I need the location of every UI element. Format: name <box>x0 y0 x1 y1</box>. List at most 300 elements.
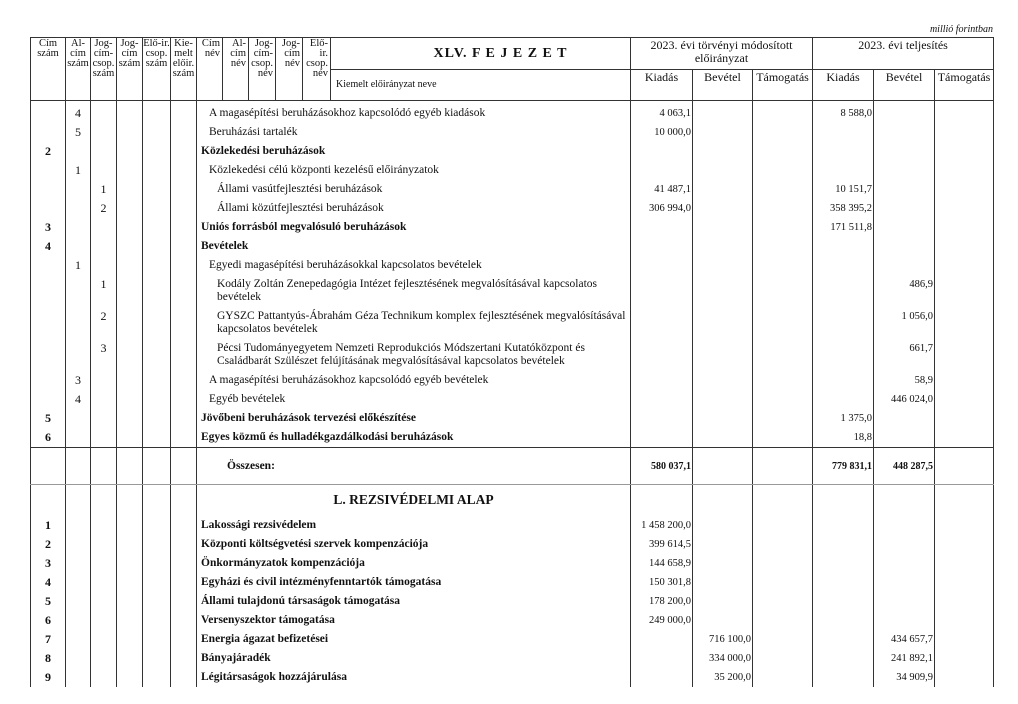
amount-cell <box>753 123 813 142</box>
code-alcim <box>66 573 91 592</box>
code-jcs <box>91 516 117 535</box>
code-empty <box>171 516 197 535</box>
code-alcim <box>66 592 91 611</box>
code-empty <box>171 275 197 307</box>
code-empty <box>171 256 197 275</box>
table-row <box>31 275 994 307</box>
amount-cell <box>753 428 813 448</box>
code-jcs <box>91 668 117 687</box>
code-empty <box>171 307 197 339</box>
code-alcim: 3 <box>66 371 91 390</box>
code-empty <box>171 390 197 409</box>
amount-cell <box>693 428 753 448</box>
amount-cell <box>753 161 813 180</box>
amount-cell <box>631 218 693 237</box>
amount-cell <box>935 199 994 218</box>
amount-cell <box>631 428 693 448</box>
amount-cell: 8 588,0 <box>813 101 874 124</box>
code-empty <box>143 307 171 339</box>
item-name: Önkormányzatok kompenzációja <box>197 554 631 573</box>
code-cim <box>31 307 66 339</box>
amount-cell <box>935 237 994 256</box>
code-empty <box>143 371 171 390</box>
item-name: Egyházi és civil intézményfenntartók támogatása <box>197 573 631 592</box>
code-jcs <box>91 428 117 448</box>
item-name: Bányajáradék <box>197 649 631 668</box>
code-alcim: 4 <box>66 101 91 124</box>
amount-cell <box>753 516 813 535</box>
amount-cell <box>935 485 994 517</box>
amount-cell <box>693 237 753 256</box>
name-column-header: Kiemelt előirányzat neve <box>331 70 631 101</box>
code-jcs <box>91 592 117 611</box>
amount-cell <box>753 554 813 573</box>
subcolumn-header: Támogatás <box>935 70 994 101</box>
code-empty <box>143 101 171 124</box>
amount-cell <box>874 516 935 535</box>
code-jcs <box>91 123 117 142</box>
amount-cell <box>753 199 813 218</box>
code-jcs: 2 <box>91 199 117 218</box>
code-column-header: Al-cím szám <box>66 38 91 101</box>
code-jcs: 1 <box>91 275 117 307</box>
code-empty <box>171 409 197 428</box>
table-row <box>31 592 994 611</box>
code-alcim <box>66 554 91 573</box>
amount-cell <box>631 237 693 256</box>
amount-cell <box>935 428 994 448</box>
table-row <box>31 339 994 371</box>
code-alcim <box>66 649 91 668</box>
amount-cell <box>753 409 813 428</box>
code-jcs <box>91 535 117 554</box>
item-name: L. REZSIVÉDELMI ALAP <box>197 485 631 517</box>
amount-cell <box>631 485 693 517</box>
amount-cell: 10 000,0 <box>631 123 693 142</box>
code-empty <box>143 611 171 630</box>
amount-cell <box>631 409 693 428</box>
code-empty <box>171 237 197 256</box>
code-empty <box>171 123 197 142</box>
code-cim: 2 <box>31 535 66 554</box>
amount-cell: 144 658,9 <box>631 554 693 573</box>
amount-cell: 358 395,2 <box>813 199 874 218</box>
table-row <box>31 485 994 517</box>
code-jcs <box>91 256 117 275</box>
code-empty <box>117 180 143 199</box>
code-alcim <box>66 448 91 485</box>
code-empty <box>117 630 143 649</box>
table-row <box>31 448 994 485</box>
amount-cell <box>935 218 994 237</box>
code-empty <box>171 535 197 554</box>
amount-cell <box>874 142 935 161</box>
amount-cell <box>874 180 935 199</box>
amount-cell <box>753 180 813 199</box>
code-empty <box>171 101 197 124</box>
code-cim <box>31 448 66 485</box>
amount-cell <box>753 275 813 307</box>
code-jcs: 1 <box>91 180 117 199</box>
item-name: Központi költségvetési szervek kompenzációja <box>197 535 631 554</box>
amount-cell <box>813 592 874 611</box>
amount-cell: 580 037,1 <box>631 448 693 485</box>
amount-cell <box>935 409 994 428</box>
code-column-header: Jog-cím név <box>276 38 303 101</box>
amount-cell: 241 892,1 <box>874 649 935 668</box>
code-jcs <box>91 554 117 573</box>
amount-cell <box>631 307 693 339</box>
item-name: Állami vasútfejlesztési beruházások <box>197 180 631 199</box>
amount-cell <box>753 668 813 687</box>
code-empty <box>171 630 197 649</box>
amount-cell <box>935 256 994 275</box>
code-empty <box>143 409 171 428</box>
amount-cell <box>935 180 994 199</box>
code-empty <box>117 668 143 687</box>
code-alcim <box>66 516 91 535</box>
amount-cell <box>753 611 813 630</box>
code-empty <box>117 390 143 409</box>
code-empty <box>117 428 143 448</box>
amount-cell <box>693 101 753 124</box>
item-name: A magasépítési beruházásokhoz kapcsolódó egyéb kiadások <box>197 101 631 124</box>
code-jcs <box>91 630 117 649</box>
amount-cell <box>874 409 935 428</box>
table-row <box>31 554 994 573</box>
code-alcim <box>66 485 91 517</box>
amount-cell <box>935 535 994 554</box>
code-empty <box>143 199 171 218</box>
code-empty <box>117 611 143 630</box>
code-empty <box>143 668 171 687</box>
table-row <box>31 161 994 180</box>
code-empty <box>171 668 197 687</box>
amount-cell <box>693 390 753 409</box>
item-name: GYSZC Pattantyús-Ábrahám Géza Technikum komplex fejlesztésének megvalósításával kapcsolatos bevételek <box>197 307 631 339</box>
amount-cell <box>693 180 753 199</box>
amount-cell <box>874 199 935 218</box>
code-empty <box>171 180 197 199</box>
code-empty <box>143 142 171 161</box>
amount-cell <box>753 390 813 409</box>
code-cim <box>31 101 66 124</box>
code-alcim: 4 <box>66 390 91 409</box>
budget-table <box>30 37 994 687</box>
code-alcim <box>66 339 91 371</box>
code-cim: 4 <box>31 573 66 592</box>
amount-cell <box>693 409 753 428</box>
code-jcs <box>91 448 117 485</box>
amount-cell <box>935 123 994 142</box>
code-empty <box>143 592 171 611</box>
amount-cell <box>693 218 753 237</box>
code-alcim <box>66 611 91 630</box>
amount-cell <box>753 535 813 554</box>
table-row <box>31 256 994 275</box>
code-empty <box>117 199 143 218</box>
code-cim <box>31 371 66 390</box>
amount-cell <box>631 161 693 180</box>
code-cim: 3 <box>31 554 66 573</box>
code-empty <box>117 101 143 124</box>
amount-cell <box>813 142 874 161</box>
item-name: Egyéb bevételek <box>197 390 631 409</box>
code-column-header: Jog-cím-csop. név <box>249 38 276 101</box>
code-empty <box>171 218 197 237</box>
code-cim <box>31 339 66 371</box>
code-empty <box>117 142 143 161</box>
amount-cell <box>935 649 994 668</box>
amount-cell <box>813 611 874 630</box>
amount-cell <box>753 448 813 485</box>
amount-cell: 399 614,5 <box>631 535 693 554</box>
amount-cell <box>813 371 874 390</box>
code-empty <box>117 485 143 517</box>
code-column-header: Jog-cím-csop. szám <box>91 38 117 101</box>
amount-cell <box>693 256 753 275</box>
code-cim: 1 <box>31 516 66 535</box>
code-empty <box>143 649 171 668</box>
amount-cell: 18,8 <box>813 428 874 448</box>
code-alcim <box>66 142 91 161</box>
code-alcim <box>66 218 91 237</box>
table-header <box>31 38 994 101</box>
item-name: Jövőbeni beruházások tervezési előkészítése <box>197 409 631 428</box>
amount-cell: 716 100,0 <box>693 630 753 649</box>
amount-cell <box>813 307 874 339</box>
code-alcim <box>66 668 91 687</box>
table-row <box>31 180 994 199</box>
amount-cell <box>693 339 753 371</box>
code-cim: 6 <box>31 611 66 630</box>
amount-cell <box>753 592 813 611</box>
amount-cell: 35 200,0 <box>693 668 753 687</box>
amount-cell: 171 511,8 <box>813 218 874 237</box>
code-cim: 8 <box>31 649 66 668</box>
code-cim: 5 <box>31 409 66 428</box>
amount-cell <box>631 142 693 161</box>
code-empty <box>117 123 143 142</box>
item-name: Közlekedési beruházások <box>197 142 631 161</box>
code-column-header: Elő-ir. csop. név <box>303 38 331 101</box>
amount-cell <box>935 390 994 409</box>
amount-cell <box>935 573 994 592</box>
amount-cell <box>813 237 874 256</box>
amount-cell <box>693 371 753 390</box>
code-empty <box>143 256 171 275</box>
amount-cell: 34 909,9 <box>874 668 935 687</box>
amount-cell <box>693 611 753 630</box>
amount-cell: 661,7 <box>874 339 935 371</box>
amount-cell <box>813 256 874 275</box>
table-row <box>31 535 994 554</box>
amount-cell <box>874 123 935 142</box>
code-cim <box>31 123 66 142</box>
chapter-title: XLV. F E J E Z E T <box>331 38 631 70</box>
table-row <box>31 409 994 428</box>
amount-cell: 4 063,1 <box>631 101 693 124</box>
amount-cell <box>693 275 753 307</box>
table-row <box>31 428 994 448</box>
amount-cell <box>693 485 753 517</box>
amount-cell <box>874 592 935 611</box>
amount-cell <box>813 668 874 687</box>
amount-cell <box>935 554 994 573</box>
amount-cell <box>874 428 935 448</box>
table-row <box>31 371 994 390</box>
table-body <box>31 101 994 688</box>
code-cim <box>31 256 66 275</box>
amount-cell <box>813 649 874 668</box>
code-empty <box>117 371 143 390</box>
amount-cell <box>874 485 935 517</box>
code-jcs <box>91 390 117 409</box>
amount-cell <box>753 142 813 161</box>
amount-cell <box>813 275 874 307</box>
code-alcim: 5 <box>66 123 91 142</box>
amount-cell <box>813 390 874 409</box>
amount-cell: 1 375,0 <box>813 409 874 428</box>
code-jcs <box>91 237 117 256</box>
code-empty <box>117 535 143 554</box>
code-jcs <box>91 573 117 592</box>
amount-cell <box>935 630 994 649</box>
code-jcs <box>91 101 117 124</box>
code-empty <box>117 275 143 307</box>
code-jcs <box>91 611 117 630</box>
amount-cell <box>693 199 753 218</box>
code-jcs <box>91 142 117 161</box>
subcolumn-header: Bevétel <box>874 70 935 101</box>
amount-cell <box>631 371 693 390</box>
item-name: Lakossági rezsivédelem <box>197 516 631 535</box>
code-cim: 9 <box>31 668 66 687</box>
code-column-header: Cím név <box>197 38 223 101</box>
amount-cell <box>935 611 994 630</box>
amount-cell <box>874 535 935 554</box>
code-empty <box>171 448 197 485</box>
code-cim: 3 <box>31 218 66 237</box>
item-name: Egyes közmű és hulladékgazdálkodási beruházások <box>197 428 631 448</box>
amount-cell <box>813 630 874 649</box>
amount-cell <box>693 307 753 339</box>
code-jcs <box>91 218 117 237</box>
table-row <box>31 516 994 535</box>
code-empty <box>117 307 143 339</box>
code-jcs <box>91 409 117 428</box>
amount-cell: 434 657,7 <box>874 630 935 649</box>
item-name: Beruházási tartalék <box>197 123 631 142</box>
subcolumn-header: Kiadás <box>631 70 693 101</box>
amount-cell <box>753 573 813 592</box>
item-name: Pécsi Tudományegyetem Nemzeti Reprodukciós Módszertani Kutatóközpont és Családbarát Szülészet felújításának megvalósításával kapcsolatos bevételek <box>197 339 631 371</box>
amount-cell <box>874 218 935 237</box>
code-cim: 5 <box>31 592 66 611</box>
amount-cell <box>693 573 753 592</box>
item-name: Kodály Zoltán Zenepedagógia Intézet fejlesztésének megvalósításával kapcsolatos bevételek <box>197 275 631 307</box>
amount-cell <box>813 516 874 535</box>
table-row <box>31 649 994 668</box>
amount-cell <box>813 573 874 592</box>
code-alcim <box>66 275 91 307</box>
amount-cell <box>693 448 753 485</box>
code-empty <box>117 339 143 371</box>
table-row <box>31 199 994 218</box>
item-name: Versenyszektor támogatása <box>197 611 631 630</box>
item-name: Uniós forrásból megvalósuló beruházások <box>197 218 631 237</box>
item-name: Energia ágazat befizetései <box>197 630 631 649</box>
code-empty <box>171 485 197 517</box>
code-empty <box>117 237 143 256</box>
code-empty <box>143 218 171 237</box>
code-empty <box>143 339 171 371</box>
amount-cell: 1 056,0 <box>874 307 935 339</box>
code-alcim <box>66 199 91 218</box>
code-empty <box>171 573 197 592</box>
code-empty <box>143 516 171 535</box>
code-cim: 4 <box>31 237 66 256</box>
code-column-header: Kie-melt előir. szám <box>171 38 197 101</box>
amount-cell: 10 151,7 <box>813 180 874 199</box>
code-jcs: 3 <box>91 339 117 371</box>
amount-cell <box>753 649 813 668</box>
item-name: Állami tulajdonú társaságok támogatása <box>197 592 631 611</box>
code-empty <box>171 592 197 611</box>
item-name: Közlekedési célú központi kezelésű előirányzatok <box>197 161 631 180</box>
code-empty <box>171 428 197 448</box>
table-row <box>31 237 994 256</box>
code-empty <box>117 649 143 668</box>
code-empty <box>171 554 197 573</box>
amount-cell <box>631 275 693 307</box>
code-alcim <box>66 237 91 256</box>
code-alcim: 1 <box>66 256 91 275</box>
amount-cell: 58,9 <box>874 371 935 390</box>
code-empty <box>117 409 143 428</box>
table-row <box>31 123 994 142</box>
code-empty <box>143 237 171 256</box>
code-cim: 7 <box>31 630 66 649</box>
code-empty <box>171 199 197 218</box>
item-name: Egyedi magasépítési beruházásokkal kapcsolatos bevételek <box>197 256 631 275</box>
amount-cell <box>753 218 813 237</box>
amount-cell <box>935 339 994 371</box>
amount-cell <box>631 256 693 275</box>
code-alcim <box>66 630 91 649</box>
code-column-header: Elő-ir. csop. szám <box>143 38 171 101</box>
code-cim: 2 <box>31 142 66 161</box>
amount-cell <box>753 237 813 256</box>
amount-cell <box>874 101 935 124</box>
amount-cell <box>813 339 874 371</box>
amount-cell <box>874 237 935 256</box>
group-header-fulfilment: 2023. évi teljesítés <box>813 38 994 70</box>
amount-cell <box>693 142 753 161</box>
code-empty <box>143 428 171 448</box>
code-empty <box>117 161 143 180</box>
amount-cell <box>693 592 753 611</box>
code-empty <box>143 485 171 517</box>
code-empty <box>117 448 143 485</box>
code-column-header: Jog-cím szám <box>117 38 143 101</box>
item-name: Állami közútfejlesztési beruházások <box>197 199 631 218</box>
amount-cell <box>693 161 753 180</box>
amount-cell <box>935 101 994 124</box>
code-jcs <box>91 371 117 390</box>
table-row <box>31 573 994 592</box>
code-alcim <box>66 409 91 428</box>
